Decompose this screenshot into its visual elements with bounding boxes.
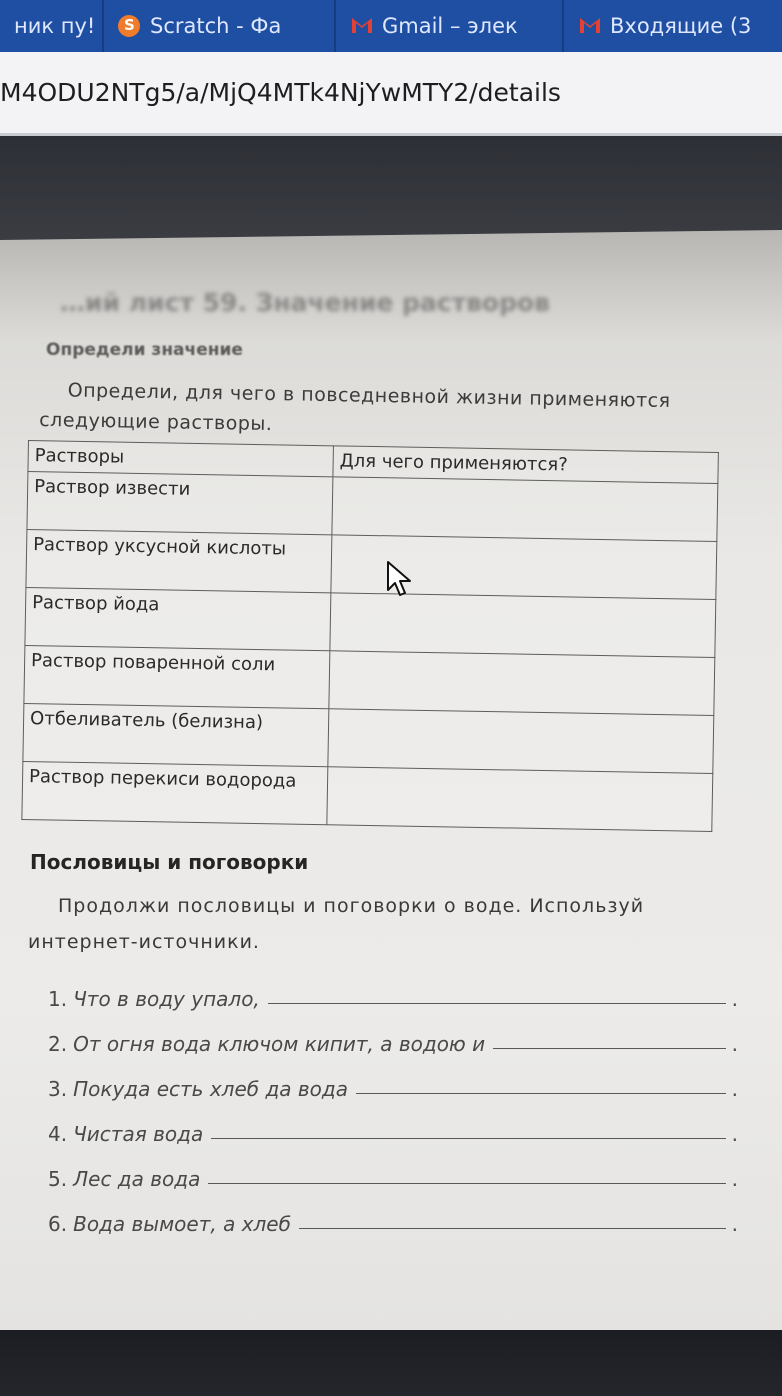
- tab-title: Gmail – элек: [382, 14, 518, 38]
- browser-tab-scratch[interactable]: [104, 0, 336, 52]
- usage-cell: [332, 477, 718, 542]
- usage-cell: [329, 651, 715, 716]
- proverb-number: 2.: [48, 1032, 68, 1056]
- list-item: 6. Вода вымоет, а хлеб .: [48, 1212, 738, 1236]
- browser-tab-inbox[interactable]: [564, 0, 782, 52]
- answer-blank-line: [208, 1182, 725, 1184]
- column-header-usage: Для чего применяются?: [333, 446, 718, 484]
- proverb-text: От огня вода ключом кипит, а водою и: [73, 1032, 486, 1056]
- gmail-icon: [350, 15, 372, 37]
- proverb-text: Покуда есть хлеб да вода: [73, 1077, 348, 1101]
- mouse-pointer-icon: [386, 560, 412, 598]
- address-bar[interactable]: [0, 52, 782, 136]
- solution-name: Раствор извести: [27, 472, 333, 535]
- browser-tab-1[interactable]: [0, 0, 104, 52]
- proverb-text: Лес да вода: [73, 1167, 201, 1191]
- proverb-number: 1.: [48, 987, 68, 1011]
- solution-name: Отбеливатель (белизна): [23, 703, 329, 766]
- solution-name: Раствор йода: [25, 587, 331, 650]
- proverb-number: 4.: [48, 1122, 68, 1146]
- solution-name: Раствор поваренной соли: [24, 645, 330, 708]
- url-text[interactable]: M4ODU2NTg5/a/MjQ4MTk4NjYwMTY2/details: [0, 78, 561, 107]
- solution-name: Раствор перекиси водорода: [22, 761, 328, 824]
- proverb-number: 6.: [48, 1212, 68, 1236]
- list-item: 4. Чистая вода .: [48, 1122, 738, 1146]
- usage-cell: [330, 593, 716, 658]
- tab-title: Входящие (3: [610, 14, 752, 38]
- proverb-text: Чистая вода: [73, 1122, 204, 1146]
- gmail-icon: [578, 15, 600, 37]
- answer-blank-line: [268, 1002, 726, 1004]
- list-item: 2. От огня вода ключом кипит, а водою и .: [48, 1032, 738, 1056]
- tab-title: Scratch - Фа: [150, 14, 282, 38]
- solutions-table: [21, 440, 719, 832]
- column-header-solutions: Растворы: [28, 441, 333, 477]
- proverbs-instructions: Продолжи пословицы и поговорки о воде. Используй интернет-источники.: [28, 895, 645, 953]
- monitor-bezel: [0, 1330, 782, 1396]
- scratch-icon: [118, 15, 140, 37]
- browser-tab-strip: [0, 0, 782, 52]
- answer-blank-line: [299, 1227, 726, 1229]
- usage-cell: [328, 709, 714, 774]
- section-heading-meaning: Определи значение: [46, 340, 243, 360]
- browser-tab-gmail[interactable]: [336, 0, 564, 52]
- answer-blank-line: [493, 1047, 726, 1049]
- proverb-text: Вода вымоет, а хлеб: [73, 1212, 291, 1236]
- worksheet-title: …ий лист 59. Значение растворов: [60, 288, 551, 317]
- solution-name: Раствор уксусной кислоты: [26, 529, 332, 592]
- list-item: 1. Что в воду упало, .: [48, 987, 738, 1011]
- list-item: 5. Лес да вода .: [48, 1167, 738, 1191]
- table-row: [22, 761, 713, 831]
- task-instructions: Определи, для чего в повседневной жизни применяются следующие растворы.: [39, 379, 671, 436]
- answer-blank-line: [356, 1092, 726, 1094]
- usage-cell: [327, 767, 713, 832]
- list-item: 3. Покуда есть хлеб да вода .: [48, 1077, 738, 1101]
- section-heading-proverbs: Пословицы и поговорки: [30, 850, 309, 874]
- proverb-number: 3.: [48, 1077, 68, 1101]
- proverb-list: [48, 966, 738, 1236]
- tab-title: ник пу!: [14, 14, 96, 38]
- proverb-text: Что в воду упало,: [73, 987, 260, 1011]
- proverb-number: 5.: [48, 1167, 68, 1191]
- answer-blank-line: [211, 1137, 725, 1139]
